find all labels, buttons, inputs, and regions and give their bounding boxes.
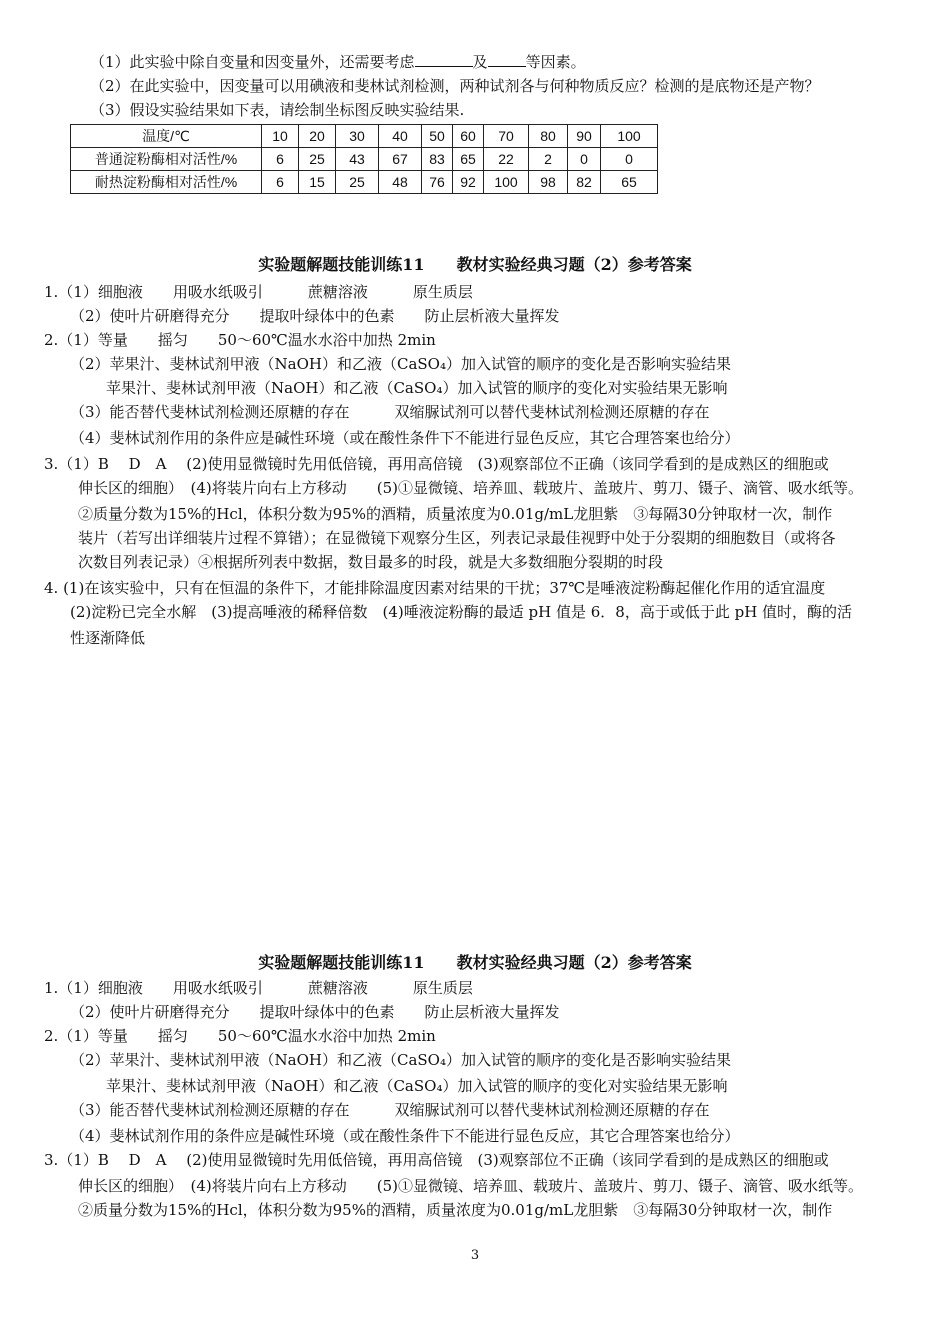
answer-2-line-3: 苹果汁、斐林试剂甲液（NaOH）和乙液（CaSO₄）加入试管的顺序的变化对实验结果无影响 xyxy=(106,379,728,397)
table-header-cell: 20 xyxy=(299,125,336,148)
table-cell: 65 xyxy=(601,171,658,194)
table-header-cell: 30 xyxy=(336,125,379,148)
question-1-mid: 及 xyxy=(472,53,488,71)
table-cell: 6 xyxy=(262,171,299,194)
table-cell: 76 xyxy=(422,171,453,194)
answer-4-line-3: 性逐渐降低 xyxy=(70,629,146,647)
table-header-cell: 80 xyxy=(529,125,568,148)
table-cell: 98 xyxy=(529,171,568,194)
answer-2-line-4-repeat: （3）能否替代斐林试剂检测还原糖的存在 双缩脲试剂可以替代斐林试剂检测还原糖的存在 xyxy=(70,1101,710,1119)
answer-2-line-2-repeat: （2）苹果汁、斐林试剂甲液（NaOH）和乙液（CaSO₄）加入试管的顺序的变化是否影响实验结果 xyxy=(70,1051,731,1069)
answer-blank-1 xyxy=(415,52,473,67)
answer-2-line-5-repeat: （4）斐林试剂作用的条件应是碱性环境（或在酸性条件下不能进行显色反应，其它合理答案也给分） xyxy=(70,1127,740,1145)
answer-3-line-3: ②质量分数为15%的Hcl，体积分数为95%的酒精，质量浓度为0.01g/mL龙胆紫 ③每隔30分钟取材一次，制作 xyxy=(78,505,833,523)
table-cell: 65 xyxy=(453,148,484,171)
table-cell: 22 xyxy=(484,148,529,171)
answer-3-line-2: 伸长区的细胞） (4)将装片向右上方移动 (5)①显微镜、培养皿、载玻片、盖玻片、剪刀、镊子、滴管、吸水纸等。 xyxy=(78,479,864,497)
answer-3-line-4: 装片（若写出详细装片过程不算错）；在显微镜下观察分生区，列表记录最佳视野中处于分裂期的细胞数目（或将各 xyxy=(78,529,836,547)
table-cell: 0 xyxy=(601,148,658,171)
table-header-cell: 50 xyxy=(422,125,453,148)
table-header-cell: 60 xyxy=(453,125,484,148)
answer-1-line-2: （2）使叶片研磨得充分 提取叶绿体中的色素 防止层析液大量挥发 xyxy=(70,307,560,325)
answer-3-line-3-repeat: ②质量分数为15%的Hcl，体积分数为95%的酒精，质量浓度为0.01g/mL龙胆紫 ③每隔30分钟取材一次，制作 xyxy=(78,1201,833,1219)
table-header-cell: 温度/℃ xyxy=(71,125,262,148)
answer-section-title: 实验题解题技能训练11 教材实验经典习题（2）参考答案 xyxy=(258,255,692,274)
table-cell: 2 xyxy=(529,148,568,171)
table-row xyxy=(71,148,658,171)
table-row xyxy=(71,171,658,194)
table-cell: 耐热淀粉酶相对活性/% xyxy=(71,171,262,194)
table-cell: 83 xyxy=(422,148,453,171)
answer-1-line-1: 1.（1）细胞液 用吸水纸吸引 蔗糖溶液 原生质层 xyxy=(44,283,473,301)
table-cell: 25 xyxy=(336,171,379,194)
answer-section-title-repeat: 实验题解题技能训练11 教材实验经典习题（2）参考答案 xyxy=(258,953,692,972)
question-3: （3）假设实验结果如下表，请绘制坐标图反映实验结果. xyxy=(90,101,465,119)
table-header-cell: 70 xyxy=(484,125,529,148)
answer-2-line-1: 2.（1）等量 摇匀 50～60℃温水水浴中加热 2min xyxy=(44,331,436,349)
enzyme-activity-table xyxy=(70,124,658,194)
answer-2-line-3-repeat: 苹果汁、斐林试剂甲液（NaOH）和乙液（CaSO₄）加入试管的顺序的变化对实验结果无影响 xyxy=(106,1077,728,1095)
answer-3-line-1-repeat: 3.（1）B D A (2)使用显微镜时先用低倍镜，再用高倍镜 (3)观察部位不正确（该同学看到的是成熟区的细胞或 xyxy=(44,1151,829,1169)
answer-3-line-1: 3.（1）B D A (2)使用显微镜时先用低倍镜，再用高倍镜 (3)观察部位不正确（该同学看到的是成熟区的细胞或 xyxy=(44,455,829,473)
answer-4-line-2: (2)淀粉已完全水解 (3)提高唾液的稀释倍数 (4)唾液淀粉酶的最适 pH 值是 6．8，高于或低于此 pH 值时，酶的活 xyxy=(70,603,853,621)
answer-2-line-2: （2）苹果汁、斐林试剂甲液（NaOH）和乙液（CaSO₄）加入试管的顺序的变化是否影响实验结果 xyxy=(70,355,731,373)
table-cell: 82 xyxy=(568,171,601,194)
answer-3-line-2-repeat: 伸长区的细胞） (4)将装片向右上方移动 (5)①显微镜、培养皿、载玻片、盖玻片、剪刀、镊子、滴管、吸水纸等。 xyxy=(78,1177,864,1195)
table-header-cell: 100 xyxy=(601,125,658,148)
table-cell: 43 xyxy=(336,148,379,171)
question-1 xyxy=(90,52,586,72)
question-1-text: （1）此实验中除自变量和因变量外，还需要考虑 xyxy=(90,53,415,71)
table-cell: 25 xyxy=(299,148,336,171)
table-cell: 15 xyxy=(299,171,336,194)
answer-blank-2 xyxy=(488,52,526,67)
table-cell: 92 xyxy=(453,171,484,194)
table-header-cell: 40 xyxy=(379,125,422,148)
answer-1-line-2-repeat: （2）使叶片研磨得充分 提取叶绿体中的色素 防止层析液大量挥发 xyxy=(70,1003,560,1021)
table-cell: 100 xyxy=(484,171,529,194)
table-header-cell: 90 xyxy=(568,125,601,148)
question-2: （2）在此实验中，因变量可以用碘液和斐林试剂检测，两种试剂各与何种物质反应？检测的是底物还是产物？ xyxy=(90,77,820,95)
answer-2-line-4: （3）能否替代斐林试剂检测还原糖的存在 双缩脲试剂可以替代斐林试剂检测还原糖的存在 xyxy=(70,403,710,421)
answer-2-line-5: （4）斐林试剂作用的条件应是碱性环境（或在酸性条件下不能进行显色反应，其它合理答案也给分） xyxy=(70,429,740,447)
page-number: 3 xyxy=(470,1248,480,1263)
table-cell: 48 xyxy=(379,171,422,194)
table-header-cell: 10 xyxy=(262,125,299,148)
table-cell: 0 xyxy=(568,148,601,171)
answer-2-line-1-repeat: 2.（1）等量 摇匀 50～60℃温水水浴中加热 2min xyxy=(44,1027,436,1045)
answer-4-line-1: 4. (1)在该实验中，只有在恒温的条件下，才能排除温度因素对结果的干扰；37℃是唾液淀粉酶起催化作用的适宜温度 xyxy=(44,579,826,597)
table-cell: 6 xyxy=(262,148,299,171)
answer-1-line-1-repeat: 1.（1）细胞液 用吸水纸吸引 蔗糖溶液 原生质层 xyxy=(44,979,473,997)
table-cell: 普通淀粉酶相对活性/% xyxy=(71,148,262,171)
question-1-end: 等因素。 xyxy=(525,53,586,71)
table-row xyxy=(71,125,658,148)
answer-3-line-5: 次数目列表记录）④根据所列表中数据，数目最多的时段，就是大多数细胞分裂期的时段 xyxy=(78,553,664,571)
table-cell: 67 xyxy=(379,148,422,171)
